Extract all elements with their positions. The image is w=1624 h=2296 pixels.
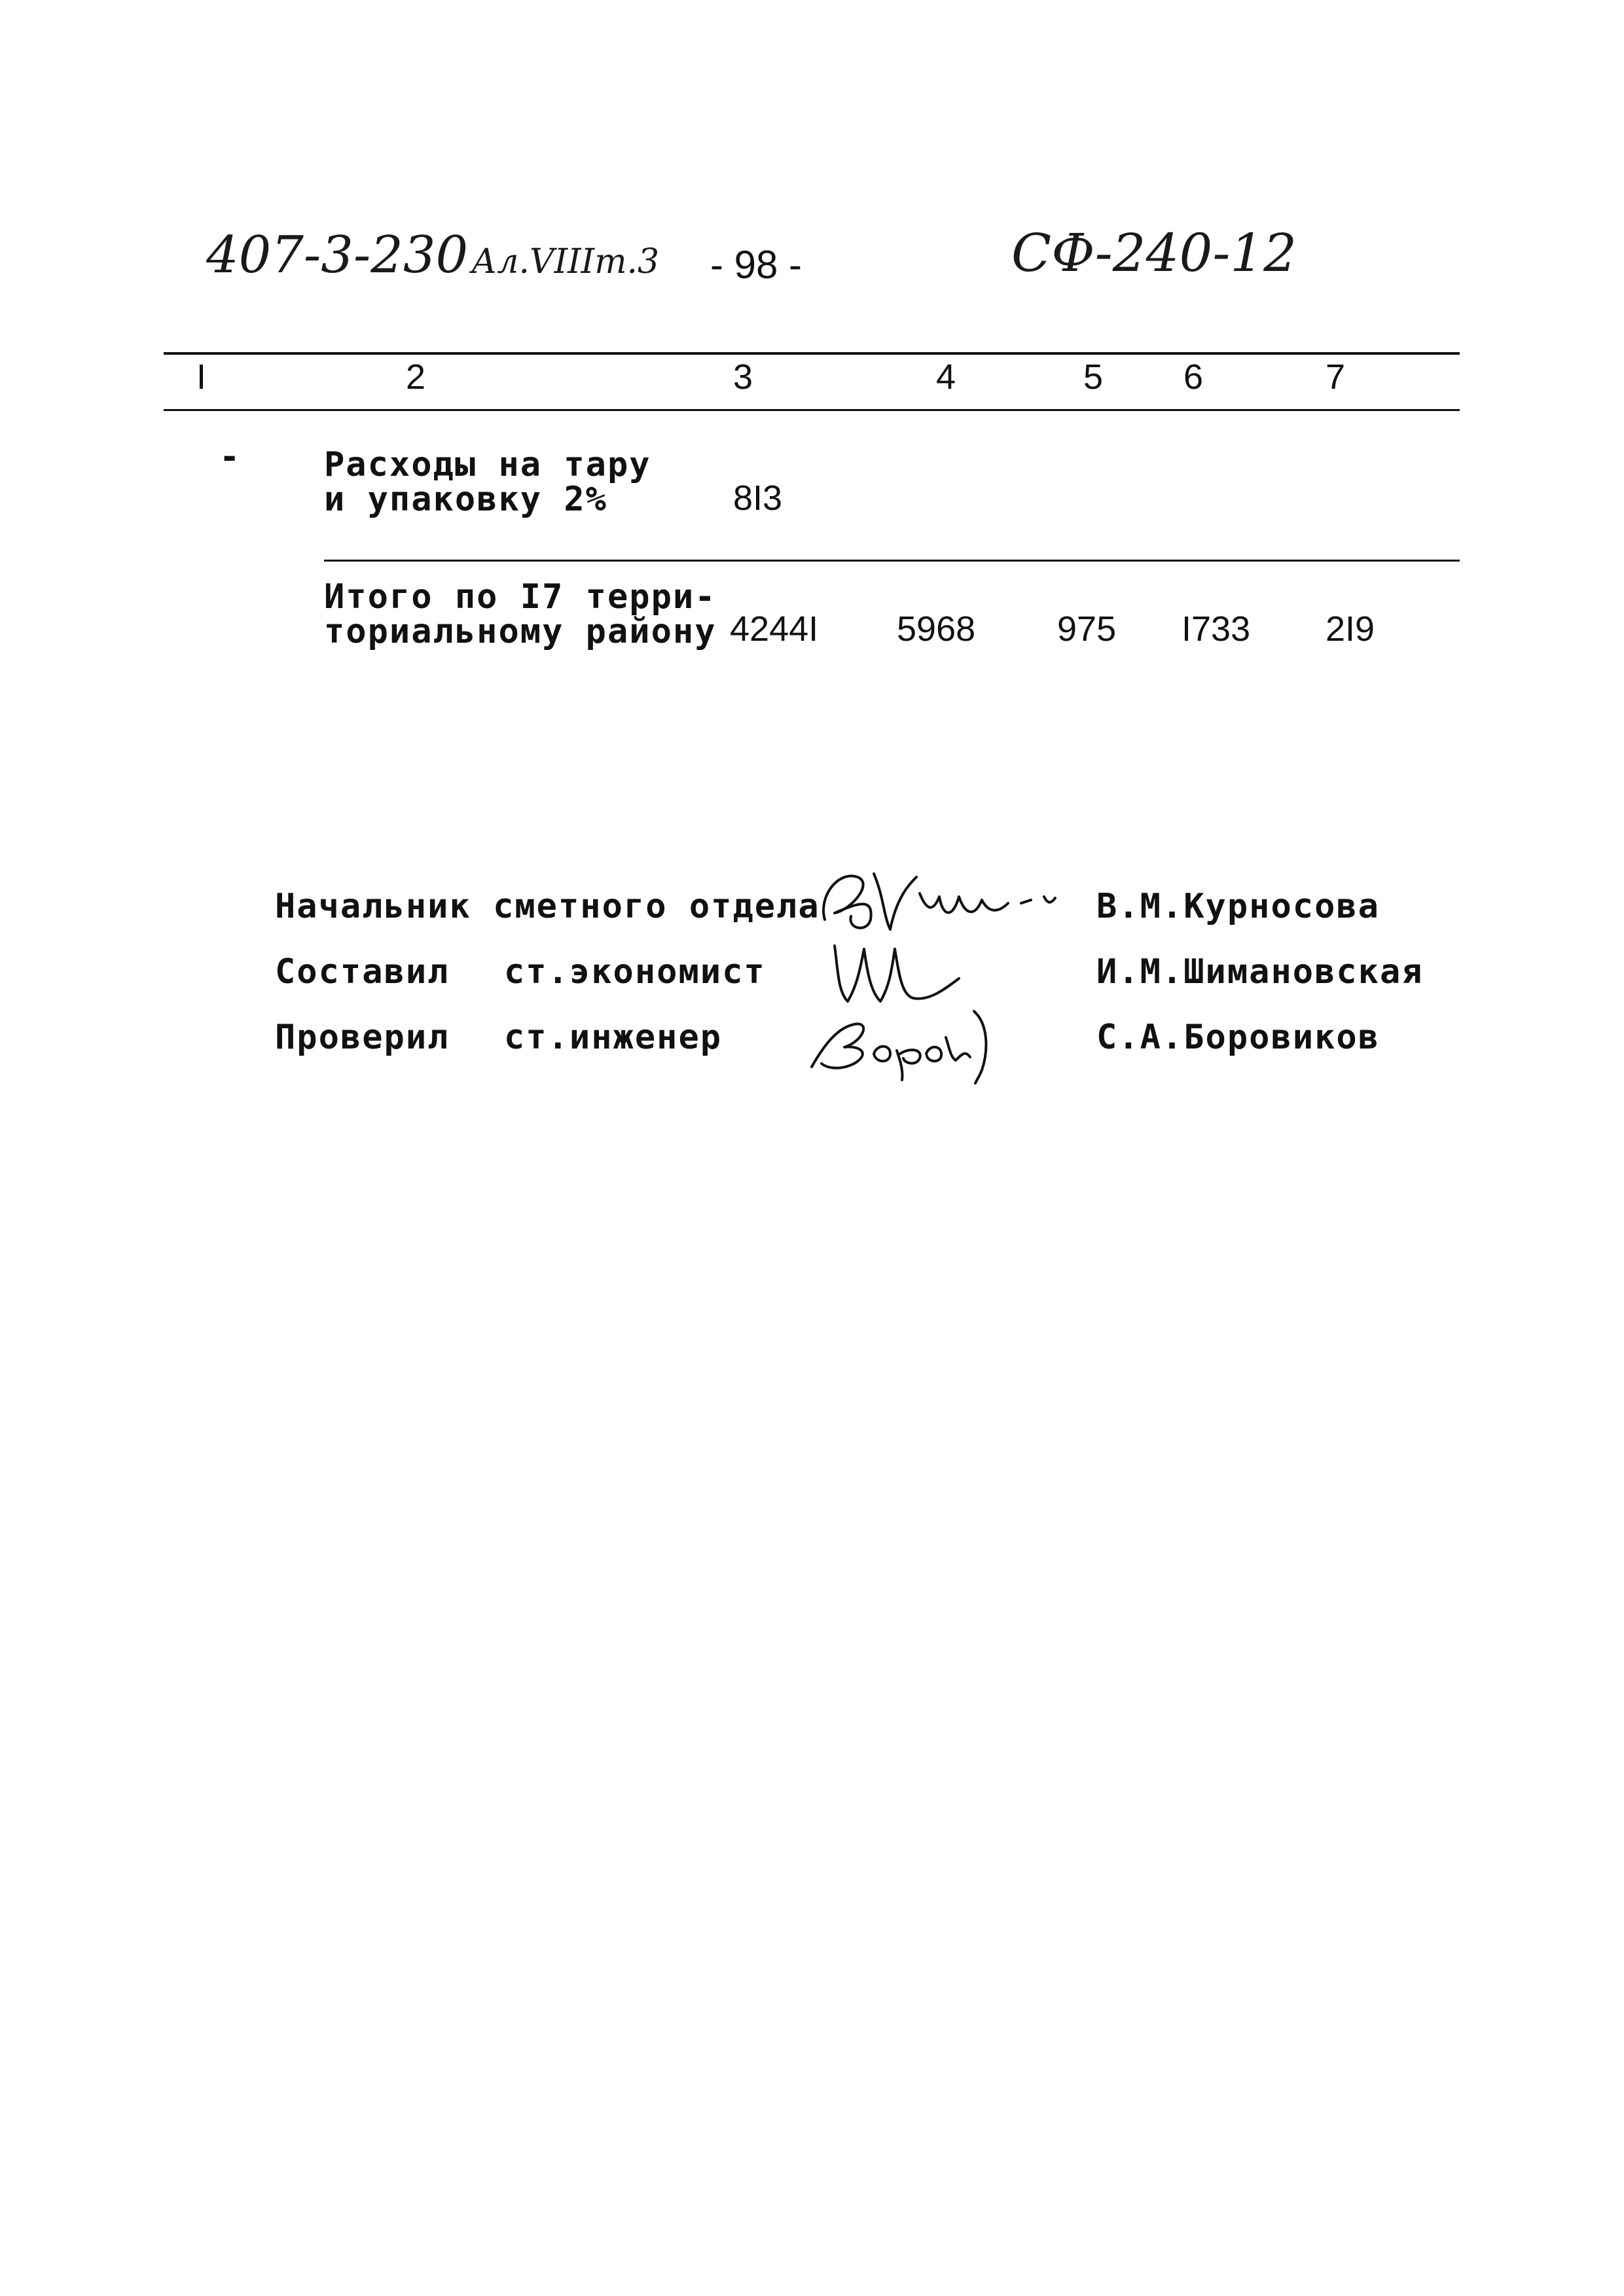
signature-name-3: С.А.Боровиков [1096,1018,1380,1057]
signature-name-2: И.М.Шимановская [1096,952,1424,992]
table-row-2-col3: 4244I [730,609,819,649]
column-header-2: 2 [406,357,426,397]
signature-role-2: Составил [275,952,450,992]
signature-role-3: Проверил [275,1018,450,1057]
column-header-4: 4 [936,357,956,397]
album-mark: Ал.VIIIт.3 [471,242,660,281]
table-row-2-desc-line1: Итого по I7 терри- [324,577,717,617]
signature-position-2: ст.экономист [504,952,766,992]
table-row-2-col4: 5968 [897,609,976,649]
signature-name-1: В.М.Курносова [1096,887,1380,926]
signature-scribble-1 [812,857,1087,942]
column-header-3: 3 [733,357,753,397]
column-header-5: 5 [1083,357,1104,397]
table-row-1-col3: 8I3 [733,478,783,518]
table-row-1-col1: - [219,437,242,476]
column-header-7: 7 [1326,357,1346,397]
signature-scribble-3 [799,998,995,1086]
table-row-1-desc-line1: Расходы на тару [324,445,651,484]
column-header-6: 6 [1183,357,1204,397]
table-row-2-col5: 975 [1057,609,1117,649]
sheet-code: СФ-240-12 [1011,223,1297,283]
signature-role-1: Начальник сметного отдела [275,887,820,926]
doc-code: 407-3-230 [206,226,469,285]
signature-position-3: ст.инженер [504,1018,723,1057]
table-row-2-col6: I733 [1182,609,1251,649]
table-row-2-desc-line2: ториальному району [324,612,717,651]
totals-rule [324,560,1460,562]
table-row-1-desc-line2: и упаковку 2% [324,480,607,519]
table-top-rule [164,352,1460,355]
column-header-1: I [196,357,207,397]
page-number: - 98 - [710,243,803,287]
table-row-2-col7: 2I9 [1326,609,1375,649]
table-header-bottom-rule [164,409,1460,411]
